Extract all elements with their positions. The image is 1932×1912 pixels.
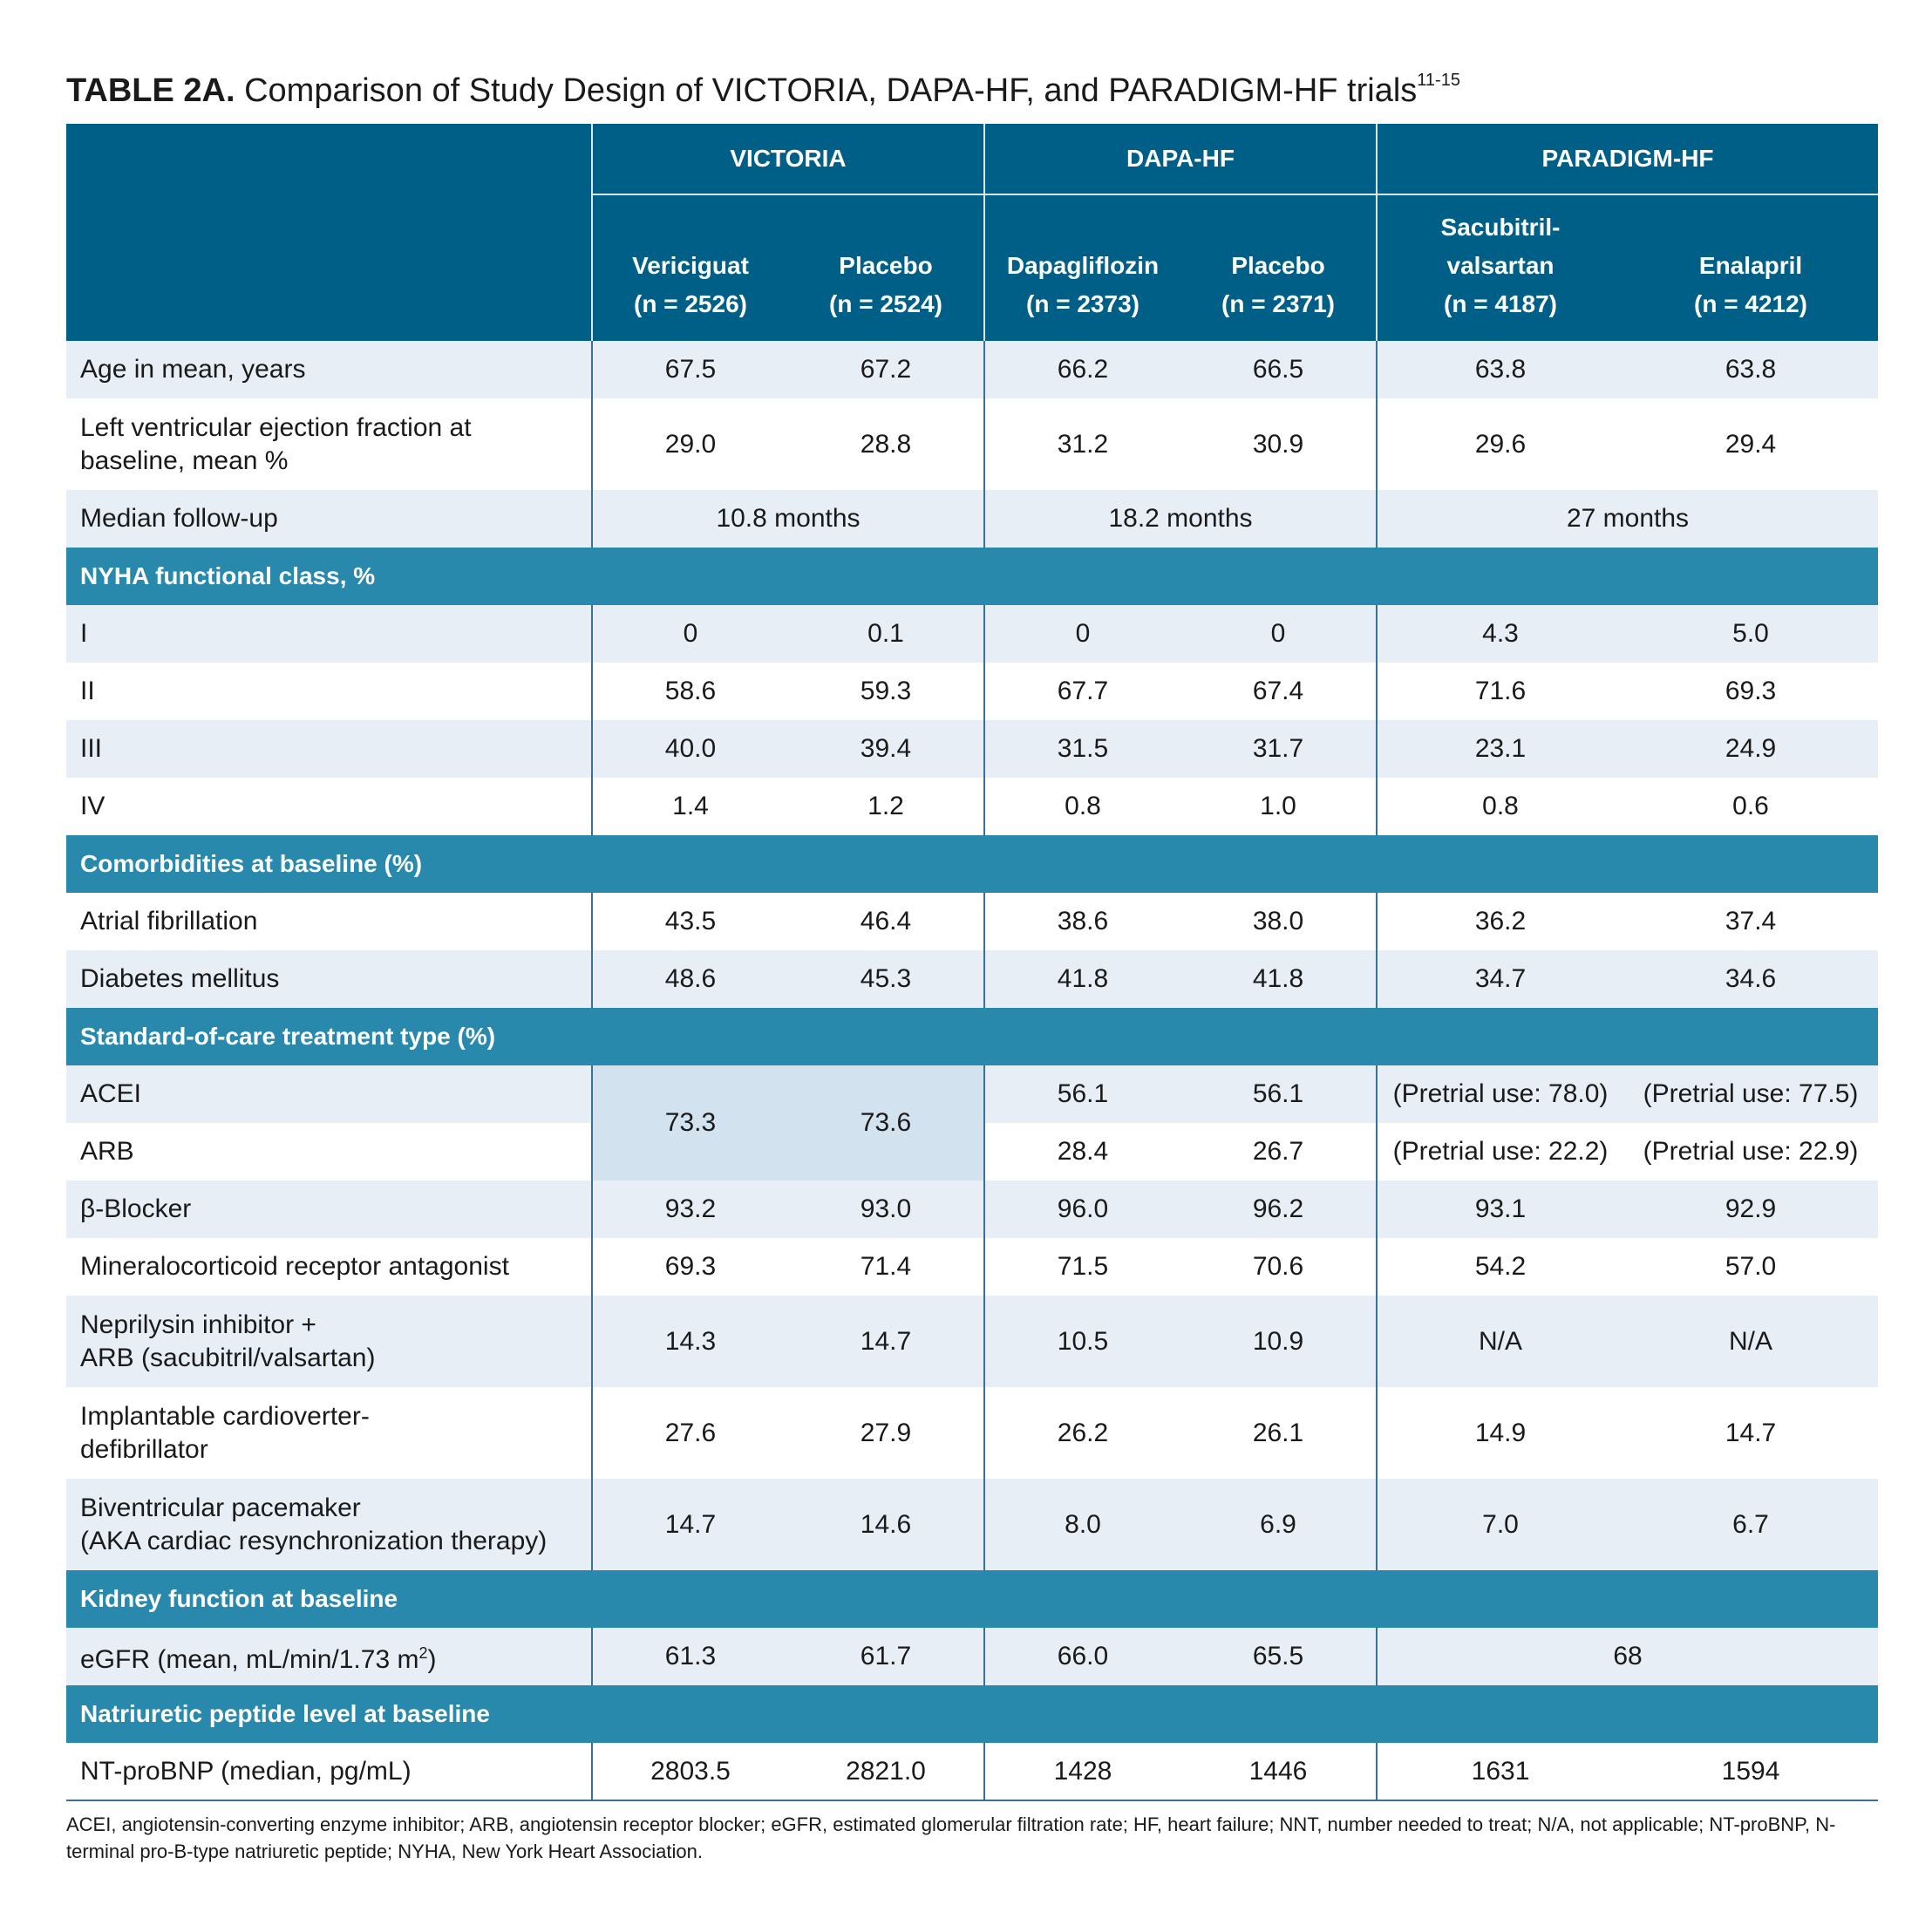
- arm-name-line2: valsartan: [1446, 252, 1554, 279]
- table-row-followup: [66, 490, 1878, 548]
- arm-name: Placebo: [839, 252, 933, 279]
- table-row-crt: [66, 1479, 1878, 1570]
- row-label: III: [66, 720, 592, 778]
- arm-header-dapa-placebo: [1180, 194, 1377, 341]
- cell-value-victoria: 10.8 months: [592, 490, 984, 548]
- cell-value: 38.6: [984, 893, 1180, 950]
- cell-value: 65.5: [1180, 1628, 1377, 1685]
- cell-value: 59.3: [788, 663, 984, 720]
- cell-value: (Pretrial use: 22.9): [1623, 1123, 1878, 1181]
- table-row-egfr: [66, 1628, 1878, 1685]
- arm-n: (n = 4212): [1694, 290, 1807, 317]
- cell-value: 10.9: [1180, 1296, 1377, 1387]
- arm-n: (n = 2371): [1221, 290, 1335, 317]
- header-corner: [66, 124, 592, 341]
- cell-value: 67.7: [984, 663, 1180, 720]
- cell-value: 40.0: [592, 720, 788, 778]
- row-label: β-Blocker: [66, 1181, 592, 1238]
- cell-value: 31.2: [984, 398, 1180, 490]
- row-label: [66, 1628, 592, 1685]
- cell-value: (Pretrial use: 77.5): [1623, 1065, 1878, 1123]
- row-label: Median follow-up: [66, 490, 592, 548]
- row-label: [66, 398, 592, 490]
- cell-value: 2803.5: [592, 1743, 788, 1800]
- table-row-nyha-iii: [66, 720, 1878, 778]
- table-row-nyha-i: [66, 605, 1878, 663]
- table-title-lead: TABLE 2A.: [66, 72, 235, 109]
- cell-value: N/A: [1623, 1296, 1878, 1387]
- row-label: ACEI: [66, 1065, 592, 1123]
- section-title: Comorbidities at baseline (%): [66, 835, 1878, 893]
- row-label-line1: Biventricular pacemaker: [80, 1493, 361, 1522]
- cell-value: 34.7: [1377, 950, 1623, 1008]
- cell-value: 67.4: [1180, 663, 1377, 720]
- header-row-trials: [66, 124, 1878, 194]
- cell-value: 48.6: [592, 950, 788, 1008]
- cell-value-merged: 73.3: [592, 1065, 788, 1181]
- arm-n: (n = 4187): [1444, 290, 1557, 317]
- cell-value: 28.4: [984, 1123, 1180, 1181]
- table-row-acei: [66, 1065, 1878, 1123]
- arm-name: Enalapril: [1698, 252, 1803, 279]
- cell-value: 24.9: [1623, 720, 1878, 778]
- cell-value: 43.5: [592, 893, 788, 950]
- row-label-end: ): [427, 1645, 437, 1674]
- section-row-kidney: [66, 1570, 1878, 1628]
- cell-value: 0.6: [1623, 778, 1878, 835]
- cell-value: 46.4: [788, 893, 984, 950]
- table-row-arni: [66, 1296, 1878, 1387]
- row-label: [66, 1387, 592, 1479]
- arm-n: (n = 2524): [829, 290, 942, 317]
- cell-value-paradigm-hf: 27 months: [1377, 490, 1878, 548]
- table-row-atrial-fibrillation: [66, 893, 1878, 950]
- row-label: [66, 1479, 592, 1570]
- arm-n: (n = 2526): [634, 290, 747, 317]
- cell-value: 67.5: [592, 341, 788, 398]
- cell-value: 14.7: [592, 1479, 788, 1570]
- cell-value: 8.0: [984, 1479, 1180, 1570]
- table-title: [66, 58, 1880, 113]
- arm-header-dapagliflozin: [984, 194, 1180, 341]
- section-row-standard-of-care: [66, 1008, 1878, 1065]
- table-row-nyha-iv: [66, 778, 1878, 835]
- cell-value: 36.2: [1377, 893, 1623, 950]
- table-title-reference: 11-15: [1417, 71, 1460, 90]
- cell-value: 70.6: [1180, 1238, 1377, 1296]
- cell-value: 63.8: [1623, 341, 1878, 398]
- row-label-text: eGFR (mean, mL/min/1.73 m: [80, 1645, 419, 1674]
- arm-header-enalapril: [1623, 194, 1878, 341]
- trial-header-victoria: VICTORIA: [592, 124, 984, 194]
- cell-value: 26.7: [1180, 1123, 1377, 1181]
- cell-value: 71.5: [984, 1238, 1180, 1296]
- row-label: Mineralocorticoid receptor antagonist: [66, 1238, 592, 1296]
- table-row-nt-probnp: [66, 1743, 1878, 1800]
- table-row-mra: [66, 1238, 1878, 1296]
- arm-name: Placebo: [1231, 252, 1325, 279]
- cell-value: 31.7: [1180, 720, 1377, 778]
- cell-value: 14.6: [788, 1479, 984, 1570]
- cell-value: 61.7: [788, 1628, 984, 1685]
- cell-value: 2821.0: [788, 1743, 984, 1800]
- cell-value: 1594: [1623, 1743, 1878, 1800]
- cell-value: 27.9: [788, 1387, 984, 1479]
- section-row-comorbidities: [66, 835, 1878, 893]
- cell-value: 6.7: [1623, 1479, 1878, 1570]
- cell-value: 29.6: [1377, 398, 1623, 490]
- cell-value: 71.4: [788, 1238, 984, 1296]
- comparison-table: [66, 124, 1878, 1801]
- cell-value: 41.8: [1180, 950, 1377, 1008]
- cell-value: 0.1: [788, 605, 984, 663]
- cell-value: 71.6: [1377, 663, 1623, 720]
- cell-value: 0: [592, 605, 788, 663]
- cell-value: 29.4: [1623, 398, 1878, 490]
- cell-value: 27.6: [592, 1387, 788, 1479]
- arm-header-victoria-placebo: [788, 194, 984, 341]
- row-label-line2: (AKA cardiac resynchronization therapy): [80, 1526, 548, 1555]
- cell-value: N/A: [1377, 1296, 1623, 1387]
- table-footnote: ACEI, angiotensin-converting enzyme inhibitor; ARB, angiotensin receptor blocker; eGFR, estimated glomerular filtration rate; HF, heart failure; NNT, number needed to treat; N/A, not applicable; NT-proBNP, N-terminal pro-B-type natriuretic peptide; NYHA, New York Heart Association.: [66, 1813, 1836, 1862]
- row-label-line1: Left ventricular ejection fraction at: [80, 412, 472, 442]
- cell-value: 56.1: [1180, 1065, 1377, 1123]
- arm-name: Dapagliflozin: [1006, 252, 1160, 279]
- cell-value: 69.3: [592, 1238, 788, 1296]
- row-label: Diabetes mellitus: [66, 950, 592, 1008]
- section-title: Natriuretic peptide level at baseline: [66, 1685, 1878, 1743]
- row-label-line1: Implantable cardioverter-: [80, 1401, 370, 1431]
- row-label: ARB: [66, 1123, 592, 1181]
- cell-value: 92.9: [1623, 1181, 1878, 1238]
- cell-value: 1.2: [788, 778, 984, 835]
- cell-value: 66.0: [984, 1628, 1180, 1685]
- cell-value: 37.4: [1623, 893, 1878, 950]
- cell-value: 7.0: [1377, 1479, 1623, 1570]
- row-label: Atrial fibrillation: [66, 893, 592, 950]
- cell-value: 63.8: [1377, 341, 1623, 398]
- table-row-icd: [66, 1387, 1878, 1479]
- table-row-age: [66, 341, 1878, 398]
- section-title: NYHA functional class, %: [66, 548, 1878, 605]
- cell-value: 0.8: [984, 778, 1180, 835]
- section-title: Kidney function at baseline: [66, 1570, 1878, 1628]
- cell-value: 5.0: [1623, 605, 1878, 663]
- cell-value: 1428: [984, 1743, 1180, 1800]
- cell-value: 26.2: [984, 1387, 1180, 1479]
- table-row-lvef: [66, 398, 1878, 490]
- cell-value-dapa-hf: 18.2 months: [984, 490, 1377, 548]
- table-row-diabetes: [66, 950, 1878, 1008]
- trial-header-dapa-hf: DAPA-HF: [984, 124, 1377, 194]
- cell-value: 1.0: [1180, 778, 1377, 835]
- row-label-line2: ARB (sacubitril/valsartan): [80, 1343, 376, 1372]
- row-label: I: [66, 605, 592, 663]
- arm-header-sacubitril-valsartan: [1377, 194, 1623, 341]
- cell-value: 34.6: [1623, 950, 1878, 1008]
- row-label-line1: Neprilysin inhibitor +: [80, 1310, 316, 1339]
- cell-value: 26.1: [1180, 1387, 1377, 1479]
- cell-value: 41.8: [984, 950, 1180, 1008]
- cell-value: 31.5: [984, 720, 1180, 778]
- trial-header-paradigm-hf: PARADIGM-HF: [1377, 124, 1878, 194]
- cell-value: 1.4: [592, 778, 788, 835]
- cell-value: 61.3: [592, 1628, 788, 1685]
- row-label: II: [66, 663, 592, 720]
- cell-value: 14.7: [1623, 1387, 1878, 1479]
- table-title-text: Comparison of Study Design of VICTORIA, DAPA-HF, and PARADIGM-HF trials: [235, 72, 1418, 109]
- cell-value: 29.0: [592, 398, 788, 490]
- cell-value: 14.3: [592, 1296, 788, 1387]
- cell-value: 23.1: [1377, 720, 1623, 778]
- cell-value: 93.0: [788, 1181, 984, 1238]
- section-title: Standard-of-care treatment type (%): [66, 1008, 1878, 1065]
- section-row-natriuretic-peptide: [66, 1685, 1878, 1743]
- cell-value: (Pretrial use: 78.0): [1377, 1065, 1623, 1123]
- arm-name: Sacubitril-: [1440, 214, 1561, 241]
- cell-value: 1446: [1180, 1743, 1377, 1800]
- cell-value: 96.0: [984, 1181, 1180, 1238]
- cell-value: 56.1: [984, 1065, 1180, 1123]
- cell-value: 6.9: [1180, 1479, 1377, 1570]
- cell-value: 58.6: [592, 663, 788, 720]
- row-label-line2: defibrillator: [80, 1434, 208, 1464]
- row-label: IV: [66, 778, 592, 835]
- cell-value: 67.2: [788, 341, 984, 398]
- cell-value: 39.4: [788, 720, 984, 778]
- cell-value: 14.7: [788, 1296, 984, 1387]
- cell-value: 0: [1180, 605, 1377, 663]
- cell-value: 38.0: [1180, 893, 1377, 950]
- arm-n: (n = 2373): [1026, 290, 1139, 317]
- cell-value: 57.0: [1623, 1238, 1878, 1296]
- arm-name: Vericiguat: [632, 252, 749, 279]
- cell-value: 45.3: [788, 950, 984, 1008]
- cell-value: 66.5: [1180, 341, 1377, 398]
- cell-value-paradigm-hf: 68: [1377, 1628, 1878, 1685]
- row-label: [66, 1296, 592, 1387]
- cell-value: 10.5: [984, 1296, 1180, 1387]
- cell-value: 66.2: [984, 341, 1180, 398]
- row-label: NT-proBNP (median, pg/mL): [66, 1743, 592, 1800]
- cell-value: 30.9: [1180, 398, 1377, 490]
- row-label-line2: baseline, mean %: [80, 446, 289, 475]
- row-label-superscript: 2: [418, 1644, 428, 1662]
- cell-value: 28.8: [788, 398, 984, 490]
- cell-value: 69.3: [1623, 663, 1878, 720]
- section-row-nyha: [66, 548, 1878, 605]
- cell-value: 0: [984, 605, 1180, 663]
- table-row-nyha-ii: [66, 663, 1878, 720]
- cell-value: 93.1: [1377, 1181, 1623, 1238]
- cell-value: 93.2: [592, 1181, 788, 1238]
- cell-value-merged: 73.6: [788, 1065, 984, 1181]
- cell-value: 0.8: [1377, 778, 1623, 835]
- cell-value: 96.2: [1180, 1181, 1377, 1238]
- cell-value: 4.3: [1377, 605, 1623, 663]
- cell-value: 14.9: [1377, 1387, 1623, 1479]
- table-row-beta-blocker: [66, 1181, 1878, 1238]
- row-label: Age in mean, years: [66, 341, 592, 398]
- arm-header-vericiguat: [592, 194, 788, 341]
- cell-value: 54.2: [1377, 1238, 1623, 1296]
- cell-value: (Pretrial use: 22.2): [1377, 1123, 1623, 1181]
- cell-value: 1631: [1377, 1743, 1623, 1800]
